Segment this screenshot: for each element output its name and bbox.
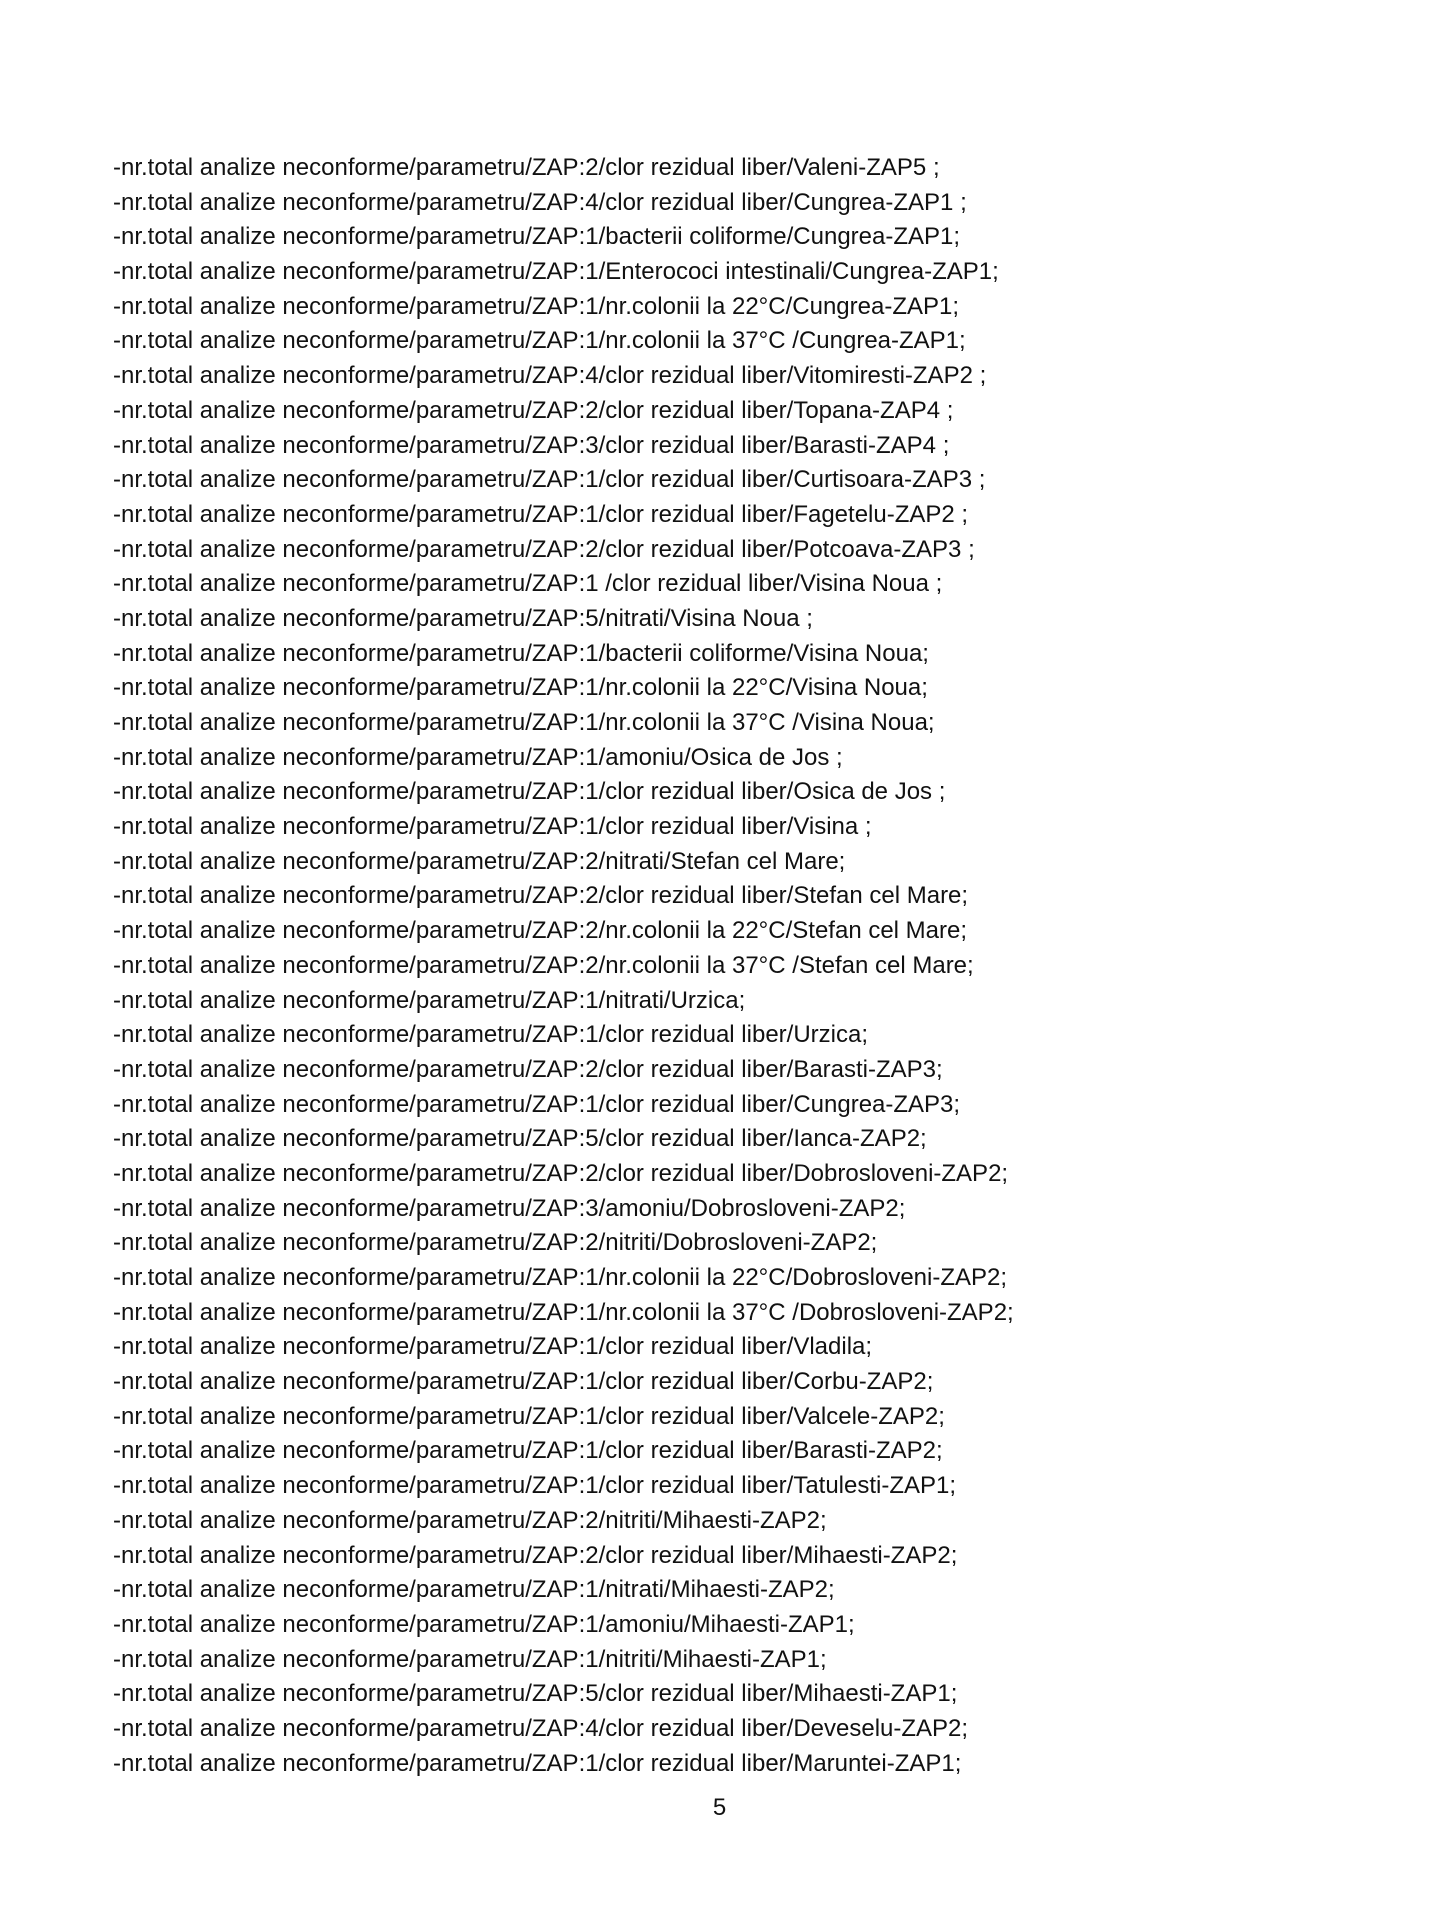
text-line: -nr.total analize neconforme/parametru/ZAP:4/clor rezidual liber/Vitomiresti-ZAP2 ; bbox=[113, 362, 987, 390]
text-line: -nr.total analize neconforme/parametru/ZAP:1/nr.colonii la 22°C/Visina Noua; bbox=[113, 674, 928, 702]
text-line: -nr.total analize neconforme/parametru/ZAP:1/nr.colonii la 37°C /Dobrosloveni-ZAP2; bbox=[113, 1298, 1014, 1326]
page-number: 5 bbox=[712, 1794, 727, 1821]
text-line: -nr.total analize neconforme/parametru/ZAP:2/clor rezidual liber/Potcoava-ZAP3 ; bbox=[113, 535, 975, 563]
text-line: -nr.total analize neconforme/parametru/ZAP:2/clor rezidual liber/Dobrosloveni-ZAP2; bbox=[113, 1159, 1009, 1187]
text-line: -nr.total analize neconforme/parametru/ZAP:2/nitriti/Mihaesti-ZAP2; bbox=[113, 1506, 827, 1534]
text-line: -nr.total analize neconforme/parametru/ZAP:2/nitrati/Stefan cel Mare; bbox=[113, 847, 846, 875]
text-line: -nr.total analize neconforme/parametru/ZAP:2/nitriti/Dobrosloveni-ZAP2; bbox=[113, 1229, 878, 1257]
text-line: -nr.total analize neconforme/parametru/ZAP:2/clor rezidual liber/Mihaesti-ZAP2; bbox=[113, 1541, 958, 1569]
text-line: -nr.total analize neconforme/parametru/ZAP:2/clor rezidual liber/Valeni-ZAP5 ; bbox=[113, 154, 940, 181]
text-line: -nr.total analize neconforme/parametru/ZAP:1/clor rezidual liber/Cungrea-ZAP3; bbox=[113, 1090, 961, 1118]
text-line: -nr.total analize neconforme/parametru/ZAP:1/clor rezidual liber/Vladila; bbox=[113, 1333, 873, 1361]
text-line: -nr.total analize neconforme/parametru/ZAP:1/Enterococi intestinali/Cungrea-ZAP1; bbox=[113, 258, 999, 286]
text-line: -nr.total analize neconforme/parametru/ZAP:1/clor rezidual liber/Valcele-ZAP2; bbox=[113, 1402, 945, 1430]
text-line: -nr.total analize neconforme/parametru/ZAP:1/clor rezidual liber/Osica de Jos ; bbox=[113, 778, 946, 806]
text-line: -nr.total analize neconforme/parametru/ZAP:1/amoniu/Osica de Jos ; bbox=[113, 743, 843, 771]
text-line: -nr.total analize neconforme/parametru/ZAP:2/clor rezidual liber/Stefan cel Mare; bbox=[113, 882, 969, 910]
text-line: -nr.total analize neconforme/parametru/ZAP:1/clor rezidual liber/Corbu-ZAP2; bbox=[113, 1368, 934, 1396]
text-line: -nr.total analize neconforme/parametru/ZAP:1/nitrati/Urzica; bbox=[113, 986, 746, 1014]
text-line: -nr.total analize neconforme/parametru/ZAP:1/clor rezidual liber/Curtisoara-ZAP3 ; bbox=[113, 466, 986, 494]
text-line: -nr.total analize neconforme/parametru/ZAP:2/clor rezidual liber/Topana-ZAP4 ; bbox=[113, 396, 954, 424]
document-body bbox=[113, 151, 1313, 1781]
text-line: -nr.total analize neconforme/parametru/ZAP:1/clor rezidual liber/Tatulesti-ZAP1; bbox=[113, 1472, 957, 1500]
text-line: -nr.total analize neconforme/parametru/ZAP:1/bacterii coliforme/Visina Noua; bbox=[113, 639, 929, 667]
text-line: -nr.total analize neconforme/parametru/ZAP:1 /clor rezidual liber/Visina Noua ; bbox=[113, 570, 943, 598]
text-line: -nr.total analize neconforme/parametru/ZAP:1/nr.colonii la 22°C/Cungrea-ZAP1; bbox=[113, 292, 960, 320]
text-line: -nr.total analize neconforme/parametru/ZAP:1/nitrati/Mihaesti-ZAP2; bbox=[113, 1576, 835, 1604]
text-line: -nr.total analize neconforme/parametru/ZAP:4/clor rezidual liber/Deveselu-ZAP2; bbox=[113, 1714, 969, 1742]
text-line: -nr.total analize neconforme/parametru/ZAP:4/clor rezidual liber/Cungrea-ZAP1 ; bbox=[113, 188, 967, 216]
text-line: -nr.total analize neconforme/parametru/ZAP:2/nr.colonii la 22°C/Stefan cel Mare; bbox=[113, 917, 968, 945]
text-line: -nr.total analize neconforme/parametru/ZAP:1/clor rezidual liber/Fagetelu-ZAP2 ; bbox=[113, 500, 969, 528]
text-line: -nr.total analize neconforme/parametru/ZAP:3/amoniu/Dobrosloveni-ZAP2; bbox=[113, 1194, 906, 1222]
text-line: -nr.total analize neconforme/parametru/ZAP:2/clor rezidual liber/Barasti-ZAP3; bbox=[113, 1055, 943, 1083]
text-line: -nr.total analize neconforme/parametru/ZAP:2/nr.colonii la 37°C /Stefan cel Mare; bbox=[113, 951, 974, 979]
text-line: -nr.total analize neconforme/parametru/ZAP:3/clor rezidual liber/Barasti-ZAP4 ; bbox=[113, 431, 950, 459]
text-line: -nr.total analize neconforme/parametru/ZAP:5/nitrati/Visina Noua ; bbox=[113, 604, 813, 632]
text-line: -nr.total analize neconforme/parametru/ZAP:1/clor rezidual liber/Urzica; bbox=[113, 1021, 868, 1049]
text-line: -nr.total analize neconforme/parametru/ZAP:1/nitriti/Mihaesti-ZAP1; bbox=[113, 1645, 827, 1673]
text-line: -nr.total analize neconforme/parametru/ZAP:1/amoniu/Mihaesti-ZAP1; bbox=[113, 1610, 855, 1638]
text-line: -nr.total analize neconforme/parametru/ZAP:5/clor rezidual liber/Ianca-ZAP2; bbox=[113, 1125, 927, 1153]
text-line: -nr.total analize neconforme/parametru/ZAP:1/clor rezidual liber/Visina ; bbox=[113, 813, 872, 841]
text-line: -nr.total analize neconforme/parametru/ZAP:1/bacterii coliforme/Cungrea-ZAP1; bbox=[113, 223, 961, 251]
text-line: -nr.total analize neconforme/parametru/ZAP:1/nr.colonii la 37°C /Visina Noua; bbox=[113, 709, 935, 736]
text-line: -nr.total analize neconforme/parametru/ZAP:1/clor rezidual liber/Barasti-ZAP2; bbox=[113, 1437, 943, 1465]
text-line: -nr.total analize neconforme/parametru/ZAP:1/nr.colonii la 22°C/Dobrosloveni-ZAP2; bbox=[113, 1264, 1008, 1291]
text-line: -nr.total analize neconforme/parametru/ZAP:5/clor rezidual liber/Mihaesti-ZAP1; bbox=[113, 1680, 958, 1708]
text-line: -nr.total analize neconforme/parametru/ZAP:1/nr.colonii la 37°C /Cungrea-ZAP1; bbox=[113, 327, 966, 355]
text-line: -nr.total analize neconforme/parametru/ZAP:1/clor rezidual liber/Maruntei-ZAP1; bbox=[113, 1749, 962, 1777]
